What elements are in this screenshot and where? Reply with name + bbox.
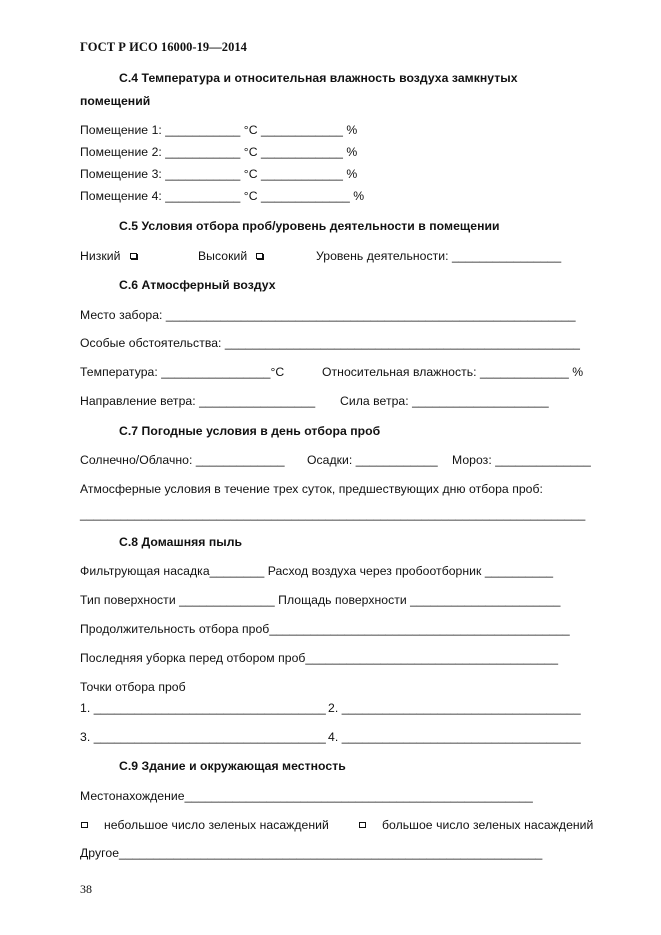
atmospheric-conditions-label: Атмосферные условия в течение трех суток, предшествующих дню отбора проб: <box>80 482 543 496</box>
few-green-checkbox[interactable] <box>81 822 88 828</box>
many-green-checkbox[interactable] <box>359 822 366 828</box>
surface-field[interactable]: Тип поверхности ______________ Площадь поверхности ______________________ <box>80 593 561 607</box>
activity-low-label: Низкий <box>80 249 121 263</box>
sunny-cloudy-field[interactable]: Солнечно/Облачно: _____________ <box>80 453 285 467</box>
temperature-field[interactable]: Температура: ________________°C <box>80 365 285 379</box>
sampling-point-1-field[interactable]: 1. __________________________________ <box>80 701 326 715</box>
atmospheric-conditions-field[interactable]: __________________________________________________________________________ <box>80 507 586 521</box>
sampling-place-field[interactable]: Место забора: ____________________________________________________________ <box>80 308 576 322</box>
section-c4-title-cont: помещений <box>80 94 151 108</box>
section-c9-title: С.9 Здание и окружающая местность <box>119 759 346 773</box>
sampling-duration-field[interactable]: Продолжительность отбора проб____________________________________________ <box>80 622 570 636</box>
sampling-point-2-field[interactable]: 2. ___________________________________ <box>328 701 581 715</box>
frost-field[interactable]: Мороз: ______________ <box>452 453 591 467</box>
section-c8-title: С.8 Домашняя пыль <box>119 535 243 549</box>
sampling-point-3-field[interactable]: 3. __________________________________ <box>80 730 326 744</box>
special-circumstances-field[interactable]: Особые обстоятельства: ____________________________________________________ <box>80 336 580 350</box>
room-3-field[interactable]: Помещение 3: ___________ °C ____________ % <box>80 167 358 181</box>
sampling-point-4-field[interactable]: 4. ___________________________________ <box>328 730 581 744</box>
activity-high-checkbox[interactable] <box>256 253 263 259</box>
room-2-field[interactable]: Помещение 2: ___________ °C ____________ % <box>80 145 358 159</box>
humidity-field[interactable]: Относительная влажность: _____________ % <box>322 365 584 379</box>
location-field[interactable]: Местонахождение___________________________________________________ <box>80 789 533 803</box>
many-green-label: большое число зеленых насаждений <box>382 818 594 832</box>
section-c6-title: С.6 Атмосферный воздух <box>119 278 276 292</box>
section-c7-title: С.7 Погодные условия в день отбора проб <box>119 424 381 438</box>
document-header: ГОСТ Р ИСО 16000-19—2014 <box>80 40 247 54</box>
filter-airflow-field[interactable]: Фильтрующая насадка________ Расход воздуха через пробоотборник __________ <box>80 564 554 578</box>
wind-direction-field[interactable]: Направление ветра: _________________ <box>80 394 316 408</box>
sampling-points-label: Точки отбора проб <box>80 680 186 694</box>
other-field[interactable]: Другое______________________________________________________________ <box>80 846 543 860</box>
room-1-field[interactable]: Помещение 1: ___________ °C ____________ % <box>80 123 358 137</box>
page-number: 38 <box>80 882 93 896</box>
room-4-field[interactable]: Помещение 4: ___________ °C _____________ % <box>80 189 365 203</box>
section-c5-title: С.5 Условия отбора проб/уровень деятельности в помещении <box>119 219 500 233</box>
activity-low-checkbox[interactable] <box>130 253 137 259</box>
section-c4-title: С.4 Температура и относительная влажность воздуха замкнутых <box>119 71 518 85</box>
precipitation-field[interactable]: Осадки: ____________ <box>307 453 438 467</box>
activity-high-label: Высокий <box>198 249 248 263</box>
activity-level-field[interactable]: Уровень деятельности: ________________ <box>316 249 562 263</box>
few-green-label: небольшое число зеленых насаждений <box>104 818 329 832</box>
wind-force-field[interactable]: Сила ветра: ____________________ <box>340 394 549 408</box>
last-cleaning-field[interactable]: Последняя уборка перед отбором проб_____________________________________ <box>80 651 559 665</box>
